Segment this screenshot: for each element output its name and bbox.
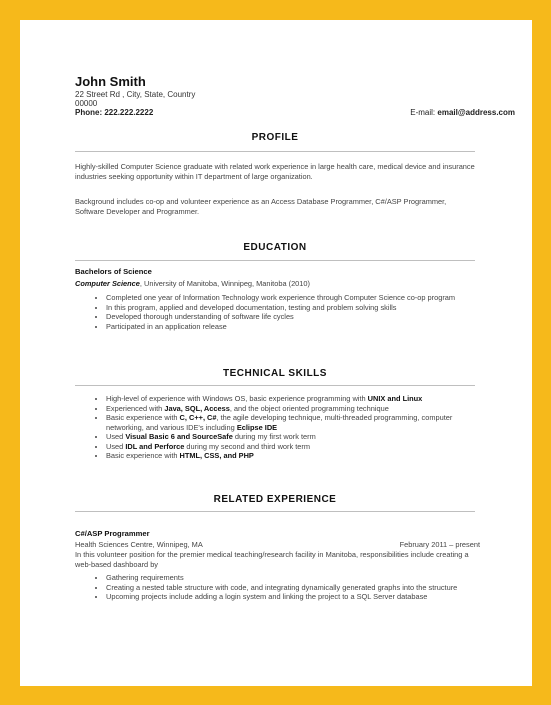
education-rule xyxy=(75,260,475,261)
list-item: • Basic experience with HTML, CSS, and PHP xyxy=(106,451,486,461)
phone-email-row xyxy=(75,108,515,118)
list-item: • Completed one year of Information Technology work experience through Computer Science co-op program xyxy=(106,293,486,303)
skills-bullets xyxy=(92,394,486,461)
skills-rule xyxy=(75,385,475,386)
list-item: • Participated in an application release xyxy=(106,322,486,332)
job-dates: February 2011 – present xyxy=(399,540,480,549)
profile-heading: PROFILE xyxy=(251,132,299,143)
experience-bullets xyxy=(92,573,486,602)
list-item: • Used IDL and Perforce during my second and third work term xyxy=(106,442,486,452)
zip-code: 00000 xyxy=(75,99,98,108)
list-item: • Upcoming projects include adding a login system and linking the project to a SQL Server database xyxy=(106,592,486,602)
education-heading: EDUCATION xyxy=(243,242,307,253)
job-title: C#/ASP Programmer xyxy=(75,529,150,538)
list-item: • Used Visual Basic 6 and SourceSafe during my first work term xyxy=(106,432,486,442)
email-address: email@address.com xyxy=(437,108,515,117)
contact-header xyxy=(75,74,515,118)
school: , University of Manitoba, Winnipeg, Manitoba (2010) xyxy=(139,279,310,288)
street-address: 22 Street Rd , City, State, Country xyxy=(75,90,196,99)
phone-label: Phone: xyxy=(75,108,103,117)
degree: Bachelors of Science xyxy=(75,267,152,276)
resume-page xyxy=(20,20,532,686)
skills-heading: TECHNICAL SKILLS xyxy=(223,368,327,379)
list-item: • Basic experience with C, C++, C#, the agile developing technique, multi-threaded programming, computer networking, and various IDE's including Eclipse IDE xyxy=(106,413,486,432)
major: Computer Science xyxy=(75,279,140,288)
employer: Health Sciences Centre, Winnipeg, MA xyxy=(75,540,203,549)
list-item: • Developed thorough understanding of software life cycles xyxy=(106,312,486,322)
list-item: • High-level of experience with Windows OS, basic experience programming with UNIX and Linux xyxy=(106,394,486,404)
list-item: • Gathering requirements xyxy=(106,573,486,583)
job-description: In this volunteer position for the premier medical teaching/research facility in Manitoba, responsibilities include creating a web-based dashboard by xyxy=(75,550,469,569)
profile-summary: Highly-skilled Computer Science graduate with related work experience in large health care, medical device and insurance industries seeking opportunity within IT department of large organization. xyxy=(75,162,475,181)
profile-background: Background includes co-op and volunteer experience as an Access Database Programmer, C#/ASP Programmer, Software Developer and Programmer. xyxy=(75,197,447,216)
employer-row xyxy=(75,540,480,549)
list-item: • Creating a nested table structure with code, and integrating dynamically generated graphs into the structure xyxy=(106,583,486,593)
major-school xyxy=(75,279,310,288)
list-item: • In this program, applied and developed documentation, testing and problem solving skills xyxy=(106,303,486,313)
list-item: • Experienced with Java, SQL, Access, and the object oriented programming technique xyxy=(106,404,486,414)
experience-heading: RELATED EXPERIENCE xyxy=(213,494,337,505)
candidate-name: John Smith xyxy=(75,74,146,89)
education-bullets xyxy=(92,293,486,331)
experience-rule xyxy=(75,511,475,512)
email-block xyxy=(410,108,515,118)
profile-rule xyxy=(75,151,475,152)
email-label: E-mail: xyxy=(410,108,436,117)
phone-number: 222.222.2222 xyxy=(104,108,154,117)
